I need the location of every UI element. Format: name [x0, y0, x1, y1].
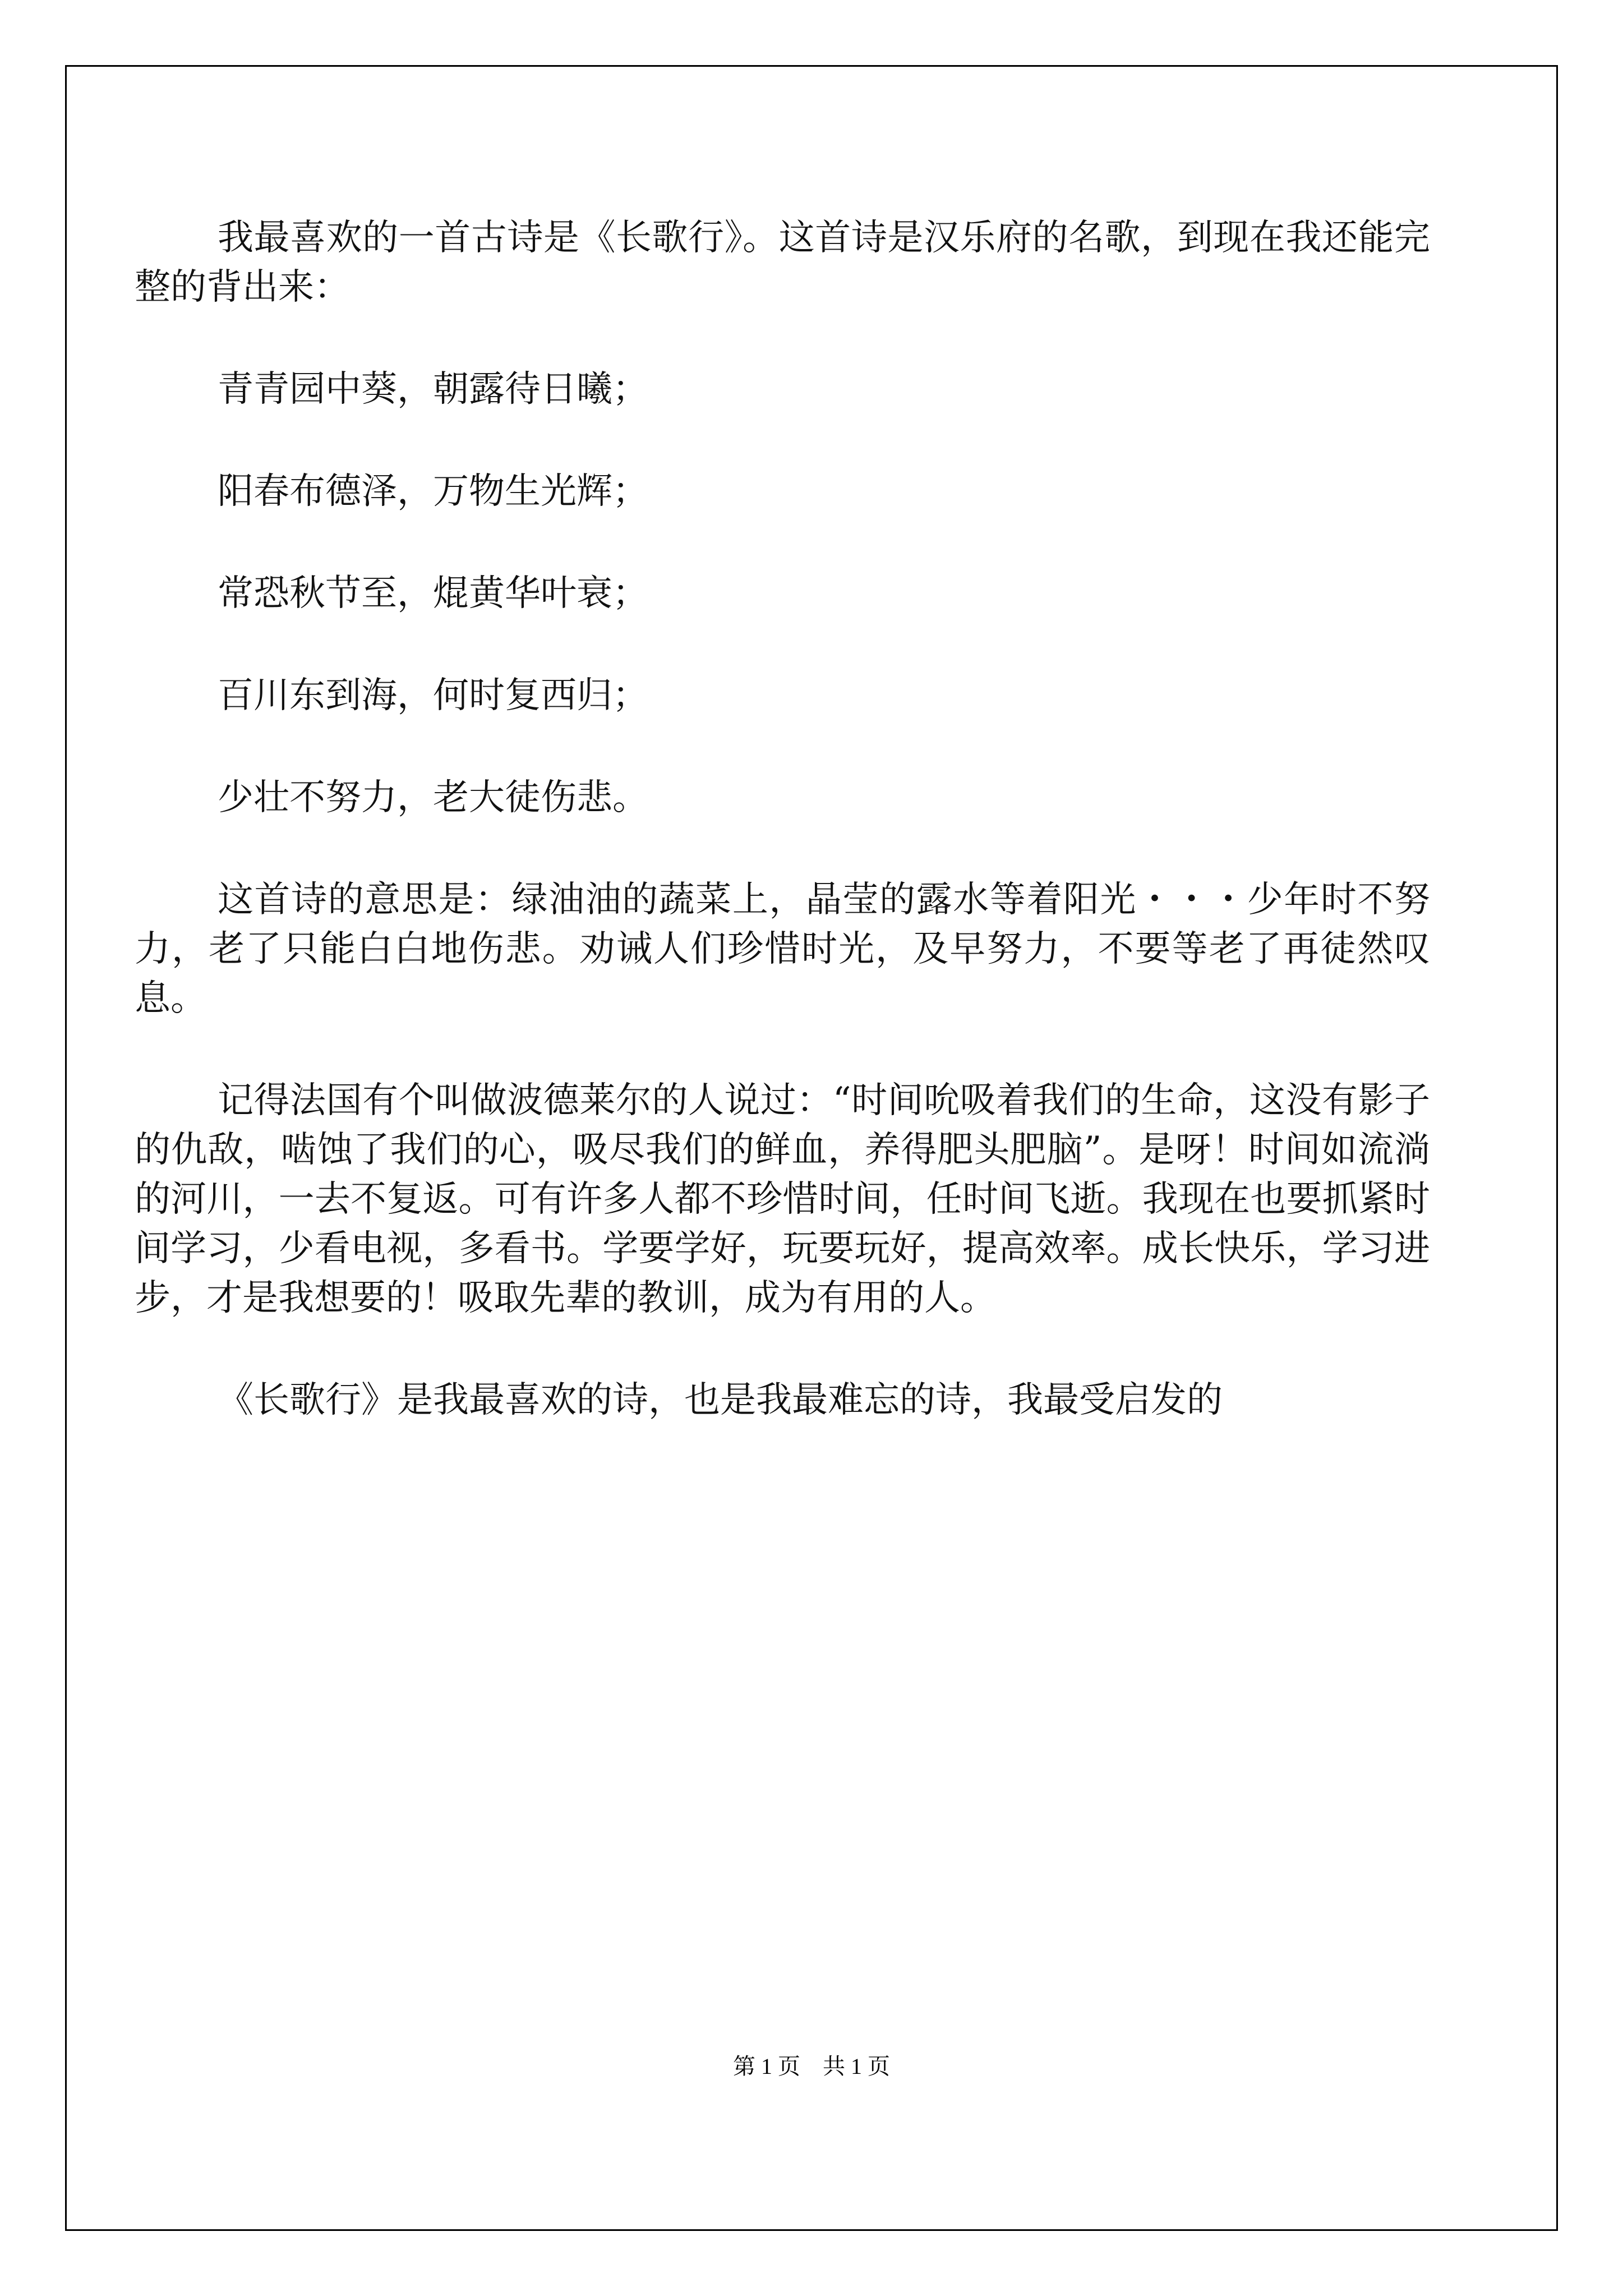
poem-line-1: 青青园中葵，朝露待日曦； [218, 369, 648, 410]
page-number-footer: 第 1 页 共 1 页 [733, 2054, 890, 2079]
poem-line-5: 少壮不努力，老大徒伤悲。 [218, 777, 648, 818]
reflection-paragraph: 记得法国有个叫做波德莱尔的人说过：“时间吮吸着我们的生命，这没有影子的仇敌，啮蚀了我们的心，吸尽我们的鲜血，养得肥头肥脑”。是呀！时间如流淌的河川，一去不复返。可有许多人都不珍惜时间，任时间飞逝。我现在也要抓紧时间学习，少看电视，多看书。学要学好，玩要玩好，提高效率。成长快乐，学习进步，才是我想要的！吸取先辈的教训，成为有用的人。 [135, 1080, 1430, 1319]
intro-paragraph: 我最喜欢的一首古诗是《长歌行》。这首诗是汉乐府的名歌，到现在我还能完整的背出来： [135, 217, 1430, 308]
poem-line-3: 常恐秋节至，焜黄华叶衰； [218, 573, 648, 614]
poem-line-4: 百川东到海，何时复西归； [218, 675, 648, 716]
poem-line-2: 阳春布德泽，万物生光辉； [218, 471, 648, 512]
closing-paragraph: 《长歌行》是我最喜欢的诗，也是我最难忘的诗，我最受启发的 [218, 1379, 1223, 1421]
document-body [135, 213, 1430, 1478]
meaning-paragraph: 这首诗的意思是：绿油油的蔬菜上，晶莹的露水等着阳光・・・少年时不努力，老了只能白白地伤悲。劝诫人们珍惜时光，及早努力，不要等老了再徒然叹息。 [135, 879, 1430, 1019]
